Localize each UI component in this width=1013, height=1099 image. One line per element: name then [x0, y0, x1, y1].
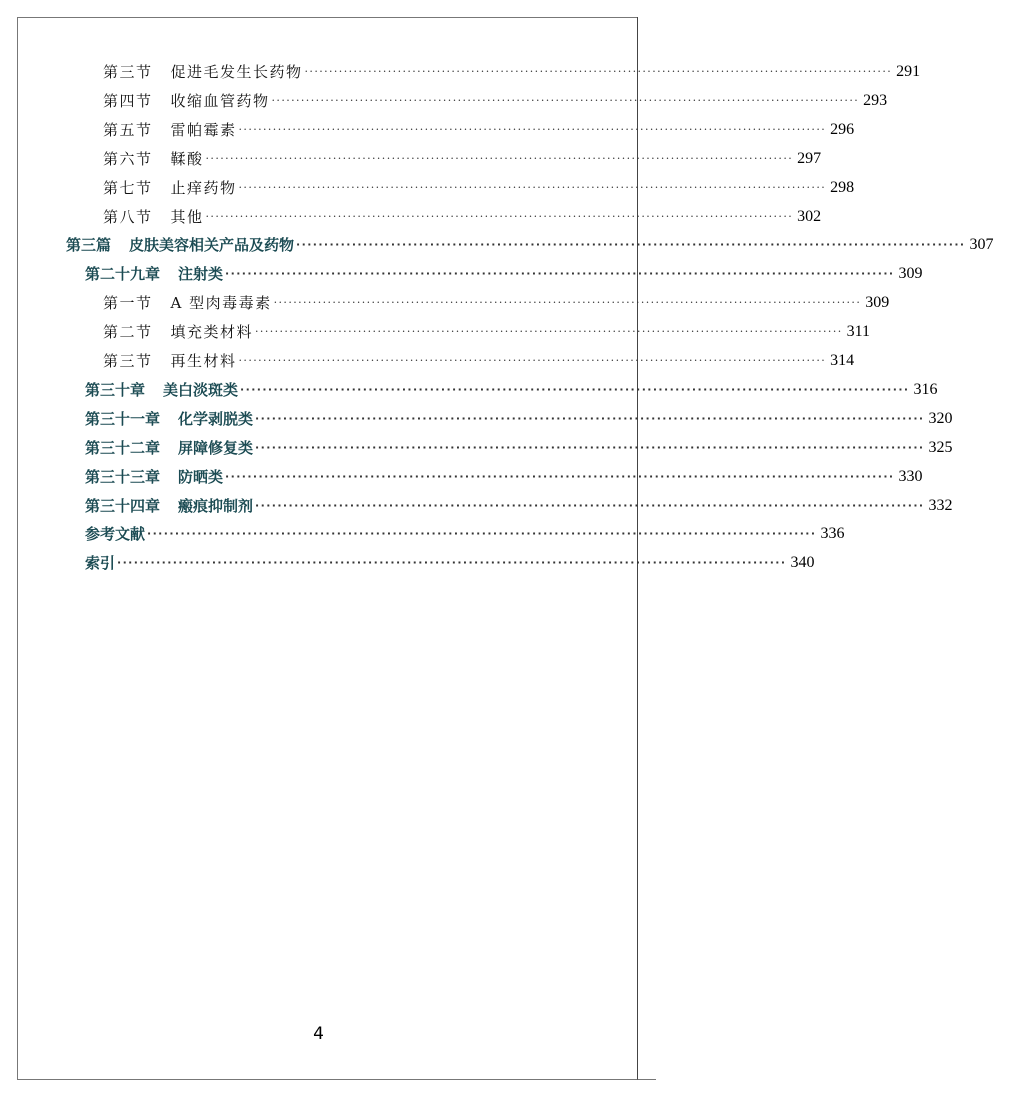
dot-leader: ························································································································ [304, 65, 893, 78]
toc-entry-text: 防晒类 [178, 467, 224, 486]
toc-entry-text: 其他 [170, 207, 204, 226]
toc-entry-page: 307 [969, 236, 994, 254]
toc-entry-title [85, 407, 253, 431]
toc-entry-page: 316 [913, 380, 938, 398]
toc-entry-page: 296 [830, 120, 855, 138]
toc-entry-section[interactable] [103, 60, 921, 84]
toc-entry-title [85, 436, 253, 460]
page-number: 4 [313, 1024, 324, 1044]
dot-leader: ························································································································ [273, 296, 862, 310]
toc-entry-title [85, 494, 253, 518]
toc-entry-text: 化学剥脱类 [178, 409, 254, 428]
dot-leader: ························································································································ [240, 382, 910, 396]
toc-entry-text: 索引 [85, 554, 116, 573]
dot-leader: ························································································································ [255, 498, 925, 512]
toc-entry-chapter[interactable] [85, 436, 953, 460]
toc-entry-title [103, 205, 204, 229]
dot-leader: ························································································································ [238, 354, 827, 367]
toc-entry-page: 291 [896, 63, 921, 80]
toc-entry-number: 第三十三章 [85, 467, 161, 486]
toc-entry-text: 屏障修复类 [178, 438, 254, 457]
toc-entry-section[interactable] [103, 320, 871, 344]
toc-entry-title [103, 176, 237, 200]
toc-entry-chapter[interactable] [85, 551, 815, 575]
dot-leader: ························································································································ [225, 267, 895, 281]
toc-entry-title [85, 522, 145, 546]
dot-leader: ························································································································ [255, 440, 925, 454]
toc-entry-title [103, 118, 237, 142]
toc-entry-number: 第一节 [103, 294, 153, 313]
toc-entry-number: 第三十一章 [85, 409, 161, 428]
toc-entry-page: 330 [898, 467, 923, 485]
toc-entry-page: 340 [790, 554, 815, 572]
toc-entry-page: 309 [898, 265, 923, 283]
toc-entry-title [103, 349, 237, 373]
toc-entry-title [85, 262, 223, 286]
toc-entry-part[interactable] [66, 233, 994, 257]
toc-entry-title [85, 465, 223, 489]
toc-entry-number: 第三十四章 [85, 496, 161, 515]
toc-entry-page: 311 [846, 323, 871, 341]
toc-entry-text: 瘢痕抑制剂 [178, 496, 254, 515]
toc-entry-chapter[interactable] [85, 522, 845, 546]
toc-entry-page: 297 [797, 149, 822, 167]
toc-entry-page: 309 [865, 294, 890, 312]
toc-entry-number: 第三十章 [85, 380, 146, 399]
toc-entry-section[interactable] [103, 176, 855, 200]
toc-entry-section[interactable] [103, 205, 822, 229]
toc-entry-number: 第二十九章 [85, 265, 161, 284]
toc-entry-title [85, 378, 238, 402]
dot-leader: ························································································································ [205, 209, 794, 223]
toc-entry-chapter[interactable] [85, 407, 953, 431]
toc-entry-section[interactable] [103, 349, 855, 373]
toc-entry-number: 第二节 [103, 323, 153, 342]
toc-entry-number: 第七节 [103, 178, 153, 197]
toc-entry-title [103, 147, 204, 171]
dot-leader: ························································································································ [117, 556, 787, 570]
dot-leader: ························································································································ [147, 527, 817, 541]
toc-entry-page: 302 [797, 207, 822, 225]
toc-entry-title [103, 60, 303, 84]
toc-entry-title [103, 320, 253, 344]
toc-entry-page: 314 [830, 352, 855, 369]
dot-leader: ························································································································ [255, 411, 925, 425]
toc-entry-page: 332 [928, 496, 953, 514]
toc-entry-text: 填充类材料 [170, 323, 254, 342]
toc-entry-text: A 型肉毒毒素 [170, 294, 272, 313]
toc-entry-page: 298 [830, 178, 855, 196]
toc-entry-number: 第八节 [103, 207, 153, 226]
dot-leader: ························································································································ [296, 238, 966, 252]
toc-entry-text: 美白淡斑类 [163, 380, 239, 399]
toc-entry-section[interactable] [103, 147, 822, 171]
dot-leader: ························································································································ [225, 469, 895, 483]
toc-entry-section[interactable] [103, 89, 888, 113]
toc-entry-section[interactable] [103, 118, 855, 142]
dot-leader: ························································································································ [238, 180, 827, 194]
toc-entry-number: 第三节 [103, 63, 153, 81]
toc-entry-chapter[interactable] [85, 465, 923, 489]
toc-entry-page: 336 [820, 525, 845, 543]
toc-entry-text: 参考文献 [85, 525, 146, 544]
toc-entry-title [103, 89, 270, 113]
toc-entry-number: 第三篇 [66, 236, 112, 255]
dot-leader: ························································································································ [255, 325, 843, 339]
toc-entry-text: 止痒药物 [170, 178, 237, 197]
toc-entry-title [66, 233, 294, 257]
toc-entry-chapter[interactable] [85, 262, 923, 286]
toc-entry-chapter[interactable] [85, 378, 938, 402]
toc-entry-title [85, 551, 115, 575]
toc-entry-section[interactable] [103, 291, 890, 315]
toc-entry-text: 收缩血管药物 [170, 91, 270, 110]
toc-entry-text: 皮肤美容相关产品及药物 [129, 236, 295, 255]
dot-leader: ························································································································ [271, 93, 860, 107]
toc-entry-text: 注射类 [178, 265, 224, 284]
toc-entry-title [103, 291, 272, 315]
dot-leader: ························································································································ [238, 122, 827, 136]
toc-entry-text: 促进毛发生长药物 [170, 63, 303, 81]
toc-entry-number: 第三节 [103, 352, 153, 370]
toc-entry-text: 鞣酸 [170, 149, 204, 168]
toc-entry-page: 325 [928, 438, 953, 456]
toc-entry-page: 293 [863, 91, 888, 109]
toc-entry-text: 雷帕霉素 [170, 120, 237, 139]
dot-leader: ························································································································ [205, 151, 794, 165]
toc-entry-number: 第四节 [103, 91, 153, 110]
toc-entry-text: 再生材料 [170, 352, 237, 370]
toc-entry-page: 320 [928, 409, 953, 427]
toc-entry-number: 第六节 [103, 149, 153, 168]
toc-entry-number: 第三十二章 [85, 438, 161, 457]
toc-entry-number: 第五节 [103, 120, 153, 139]
toc-entry-chapter[interactable] [85, 494, 953, 518]
